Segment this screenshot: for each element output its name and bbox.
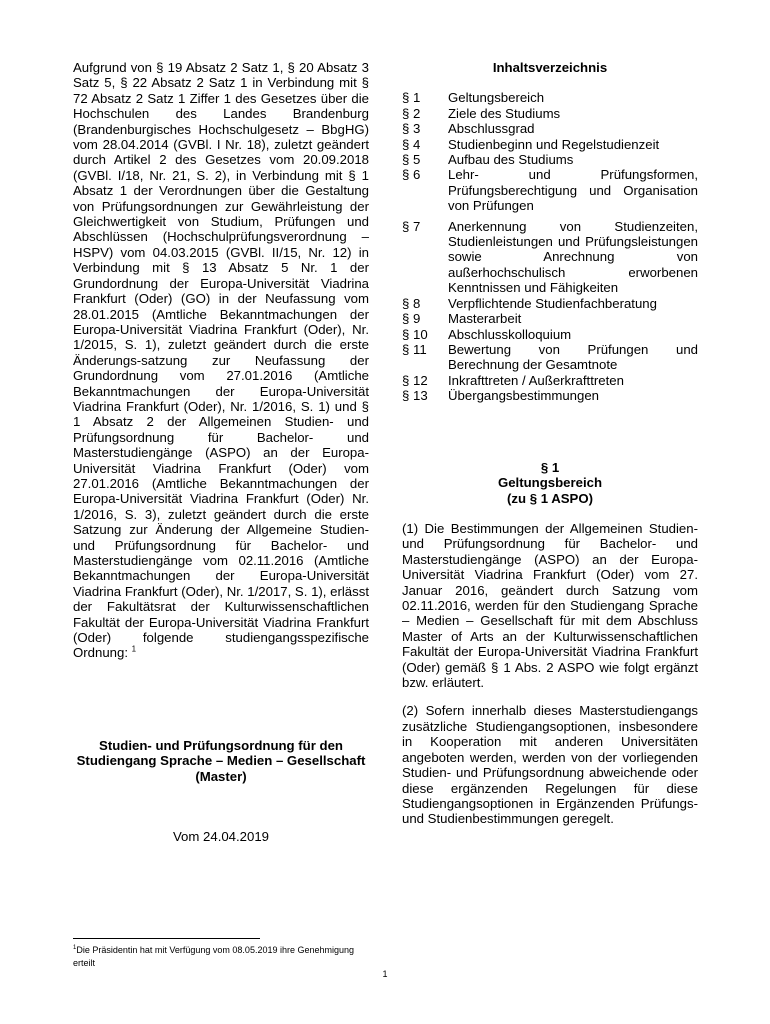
toc-item-number: § 6 [402, 167, 421, 183]
footnote-text: Die Präsidentin hat mit Verfügung vom 08.05.2019 ihre Genehmigung erteilt [73, 945, 355, 968]
toc-item[interactable] [402, 311, 698, 326]
page-number: 1 [382, 969, 388, 979]
document-date: Vom 24.04.2019 [172, 829, 270, 844]
toc-item[interactable] [402, 152, 698, 167]
toc-item[interactable] [402, 219, 698, 296]
toc-item-number: § 4 [402, 136, 421, 152]
document-title: Studien- und Prüfungsordnung für den Studiengang Sprache – Medien – Gesellschaft (Master) [76, 738, 366, 784]
toc-heading: Inhaltsverzeichnis [492, 60, 608, 75]
toc-item-title: Übergangsbestimmungen [448, 388, 600, 404]
toc-item[interactable] [402, 90, 698, 105]
toc-item-number: § 2 [402, 105, 421, 121]
toc-item-number: § 3 [402, 121, 421, 137]
toc-item-number: § 10 [402, 326, 428, 342]
toc-item-number: § 12 [402, 372, 428, 388]
toc-item[interactable] [402, 106, 698, 121]
toc-item-title: Anerkennung von Studienzeiten, Studienleistungen und Prüfungsleistungen sowie Anrechnung von außerhochschulisch erworbenen Kenntnissen und Fähigkeiten [448, 218, 698, 296]
toc-item-title: Lehr- und Prüfungsformen, Prüfungsberechtigung und Organisation von Prüfungen [448, 167, 698, 214]
section-body [402, 521, 698, 840]
table-of-contents [402, 60, 698, 404]
toc-item-number: § 5 [402, 152, 421, 168]
toc-item[interactable] [402, 296, 698, 311]
toc-item[interactable] [402, 342, 698, 373]
preamble-text [73, 60, 369, 661]
toc-item[interactable] [402, 137, 698, 152]
toc-item[interactable] [402, 373, 698, 388]
preamble-column [73, 60, 369, 661]
footnote-reference: 1 [131, 645, 137, 655]
toc-item-title: Inkrafttreten / Außerkrafttreten [448, 372, 624, 388]
toc-item-title: Bewertung von Prüfungen und Berechnung der Gesamtnote [448, 341, 698, 373]
toc-item-number: § 8 [402, 295, 421, 311]
toc-item-number: § 13 [402, 388, 428, 404]
section-paragraph: (2) Sofern innerhalb dieses Masterstudiengangs zusätzliche Studiengangsoptionen, insbesondere in Kooperation mit anderen Universitäten angeboten werden, werden von der vorliegenden Studien- und Prüfungsordnung abweichende oder diese ergänzenden Regelungen für diese Studiengangsoptionen in Ergänzenden Prüfungs- und Studienbestimmungen geregelt. [402, 703, 698, 827]
section-subtitle: (zu § 1 ASPO) [507, 490, 593, 506]
toc-item[interactable] [402, 388, 698, 403]
toc-item-title: Geltungsbereich [448, 90, 545, 106]
toc-list [402, 90, 698, 403]
footnote-divider [73, 938, 260, 939]
toc-item-number: § 1 [402, 90, 421, 106]
toc-item-title: Aufbau des Studiums [448, 152, 574, 168]
footnote-mark: 1 [73, 945, 77, 951]
toc-item[interactable] [402, 327, 698, 342]
toc-item-number: § 7 [402, 218, 421, 234]
toc-item[interactable] [402, 167, 698, 213]
toc-item-number: § 9 [402, 311, 421, 327]
toc-item-title: Ziele des Studiums [448, 105, 561, 121]
toc-item-title: Abschlusskolloquium [448, 326, 572, 342]
toc-item-title: Studienbeginn und Regelstudienzeit [448, 136, 660, 152]
toc-item-title: Masterarbeit [448, 311, 522, 327]
section-title: Geltungsbereich [497, 475, 603, 491]
section-paragraph: (1) Die Bestimmungen der Allgemeinen Studien- und Prüfungsordnung für Bachelor- und Masterstudiengänge (ASPO) an der Europa-Universität Viadrina Frankfurt (Oder) vom 27. Januar 2016, geändert durch Satzung vom 02.11.2016, werden für den Studiengang Sprache – Medien – Gesellschaft für mit dem Abschluss Master of Arts an der Kulturwissenschaftlichen Fakultät der Europa-Universität Viadrina Frankfurt (Oder) gemäß § 1 Abs. 2 ASPO wie folgt ergänzt bzw. erläutert. [402, 521, 698, 691]
toc-item[interactable] [402, 121, 698, 136]
toc-item-title: Abschlussgrad [448, 121, 535, 137]
section-number: § 1 [540, 460, 560, 475]
footnote [73, 942, 373, 970]
toc-item-title: Verpflichtende Studienfachberatung [448, 295, 657, 311]
toc-item-number: § 11 [402, 341, 427, 357]
section-heading [402, 460, 698, 506]
preamble-body: Aufgrund von § 19 Absatz 2 Satz 1, § 20 Absatz 3 Satz 5, § 22 Absatz 2 Satz 1 in Verbindung mit § 72 Absatz 2 Satz 1 Ziffer 1 des Gesetzes über die Hochschulen des Landes Brandenburg (Brandenburgisches Hochschulgesetz – BbgHG) vom 28.04.2014 (GVBl. I Nr. 18), zuletzt geändert durch Artikel 2 des Gesetzes vom 20.09.2018 (GVBl. I/18, Nr. 21, S. 2), in Verbindung mit § 1 Absatz 1 der Verordnungen über die Gestaltung von Prüfungsordnungen zur Gewährleistung der Gleichwertigkeit von Studium, Prüfungen und Abschlüssen (Hochschulprüfungsverordnung – HSPV) vom 04.03.2015 (GVBl. II/15, Nr. 12) in Verbindung mit § 13 Absatz 5 Nr. 1 der Grundordnung der Europa-Universität Viadrina Frankfurt (Oder) (GO) in der Neufassung vom 28.01.2015 (Amtliche Bekanntmachungen der Europa-Universität Viadrina Frankfurt (Oder), Nr. 1/2015, S. 1), zuletzt geändert durch die erste Änderungs-satzung zur Neufassung der Grundordnung vom 27.01.2016 (Amtliche Bekanntmachungen der Europa-Universität Viadrina Frankfurt (Oder), Nr. 1/2016, S. 1) und § 1 Absatz 2 der Allgemeinen Studien- und Prüfungsordnung für Bachelor- und Masterstudiengänge (ASPO) an der Europa-Universität Viadrina Frankfurt (Oder) vom 27.01.2016 (Amtliche Bekanntmachungen der Europa-Universität Viadrina Frankfurt (Oder) Nr. 1/2016, S. 3), zuletzt geändert durch die erste Satzung zur Änderung der Allgemeine Studien- und Prüfungsordnung für Bachelor- und Masterstudiengänge vom 02.11.2016 (Amtliche Bekanntmachungen der Europa-Universität Viadrina Frankfurt (Oder), Nr. 1/2017, S. 1), erlässt der Fakultätsrat der Kulturwissenschaftlichen Fakultät der Europa-Universität Viadrina Frankfurt (Oder) folgende studiengangsspezifische Ordnung: [73, 60, 369, 661]
